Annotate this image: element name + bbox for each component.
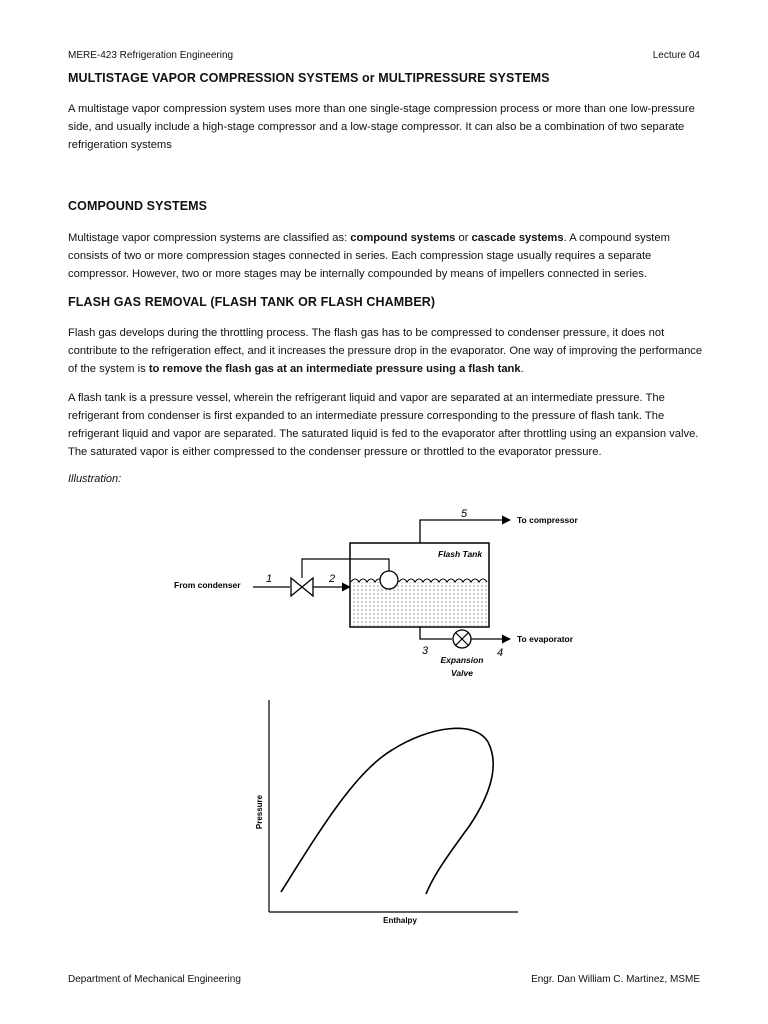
compound-text-3: . A compound system consists of two or more compression stages connected in series. Each compression stage usually requires a separate compressor. However, two or more stages may be internally compounded by means of impellers connected in series.: [68, 232, 670, 280]
ph-diagram: [0, 690, 768, 930]
liquid-outlet-line: [420, 627, 452, 639]
expansion-label: Expansion: [440, 655, 484, 665]
compound-text-1: Multistage vapor compression systems are classified as:: [68, 232, 351, 244]
header-lecture: Lecture 04: [652, 50, 700, 61]
state-5-label: 5: [461, 508, 468, 520]
flash-paragraph-2: A flash tank is a pressure vessel, wherein the refrigerant liquid and vapor are separated at an intermediate pressure. The refrigerant from condenser is first expanded to an intermediate pressure corresponding to the pressure of flash tank. The refrigerant liquid and vapor are separated. The saturated liquid is fed to the evaporator after throttling using an expansion valve. The saturated vapor is either compressed to the condenser pressure or throttled to the evaporator pressure.: [68, 392, 699, 458]
flash-heading: FLASH GAS REMOVAL (FLASH TANK OR FLASH CHAMBER): [68, 295, 436, 309]
state-1-label: 1: [266, 573, 273, 585]
compound-paragraph: [68, 229, 704, 283]
state-4-label: 4: [497, 647, 504, 659]
footer-author: Engr. Dan William C. Martinez, MSME: [531, 974, 700, 985]
footer-department: Department of Mechanical Engineering: [68, 974, 241, 985]
float-ball: [380, 571, 398, 589]
page-title: MULTISTAGE VAPOR COMPRESSION SYSTEMS or MULTIPRESSURE SYSTEMS: [68, 71, 550, 85]
saturation-dome: [281, 728, 493, 894]
enthalpy-axis-label: Enthalpy: [383, 916, 417, 925]
compound-term-2: cascade systems: [471, 232, 564, 244]
state-2-label: 2: [329, 573, 336, 585]
flash-emphasis: to remove the flash gas at an intermediate pressure using a flash tank: [148, 363, 521, 375]
state-3-label: 3: [422, 645, 429, 657]
valve-label: Valve: [451, 668, 473, 678]
to-compressor-label: To compressor: [517, 515, 578, 525]
float-valve: [291, 578, 313, 596]
from-condenser-label: From condenser: [174, 580, 241, 590]
compound-text-2: or: [455, 232, 472, 244]
header-course: MERE-423 Refrigeration Engineering: [68, 50, 234, 61]
flash-tank-label: Flash Tank: [438, 549, 483, 559]
flash-text-2: .: [520, 363, 524, 375]
float-linkage: [302, 559, 389, 578]
compound-term-1: compound systems: [350, 232, 456, 244]
vapor-outlet-line: [420, 520, 510, 543]
liquid-region: [351, 582, 488, 626]
flash-tank-diagram: [0, 500, 768, 690]
intro-paragraph: A multistage vapor compression system uses more than one single-stage compression process or more than one low-pressure side, and usually include a high-stage compressor and a low-stage compressor. It can also be a combination of two separate refrigeration systems: [68, 103, 695, 151]
liquid-surface: [351, 579, 487, 582]
illustration-label: Illustration:: [68, 473, 122, 485]
flash-paragraph-1: [68, 324, 704, 378]
to-evaporator-label: To evaporator: [517, 634, 574, 644]
flash-text-1: Flash gas develops during the throttling process. The flash gas has to be compressed to condenser pressure, it does not contribute to the refrigeration effect, and it increases the pressure drop in the evaporator. One way of improving the performance of the system is: [68, 327, 703, 375]
pressure-axis-label: Pressure: [255, 794, 264, 830]
compound-heading: COMPOUND SYSTEMS: [68, 199, 208, 213]
